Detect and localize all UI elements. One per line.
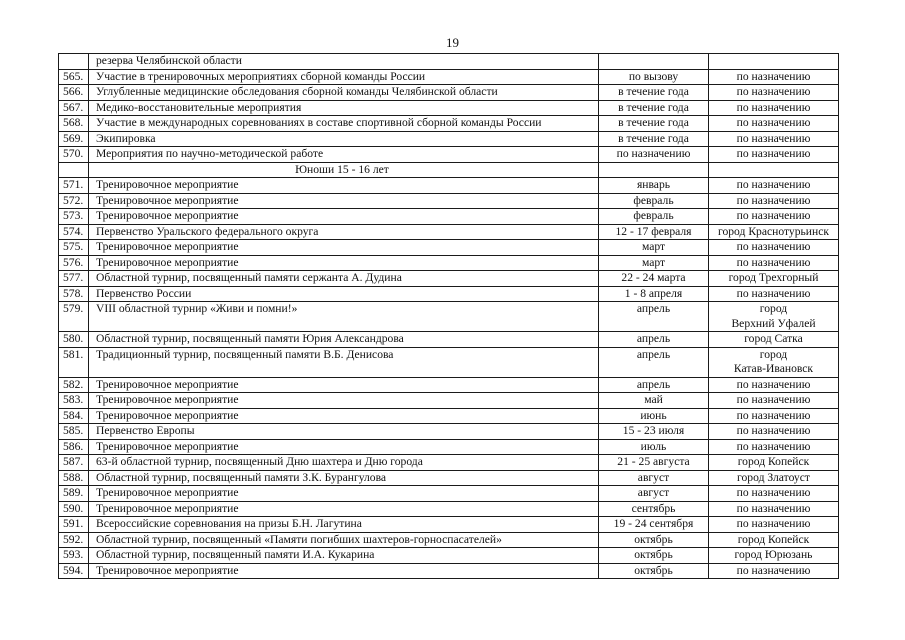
row-number: 580. — [59, 332, 89, 348]
event-place: по назначению — [709, 501, 839, 517]
event-place — [709, 54, 839, 70]
event-place: по назначению — [709, 240, 839, 256]
row-number: 589. — [59, 486, 89, 502]
event-date: 22 - 24 марта — [599, 271, 709, 287]
event-date: октябрь — [599, 532, 709, 548]
table-row — [59, 131, 839, 147]
event-place-line: город — [759, 302, 788, 315]
event-name: Тренировочное мероприятие — [89, 178, 599, 194]
event-place: город Копейск — [709, 455, 839, 471]
event-date: февраль — [599, 193, 709, 209]
event-name: Тренировочное мероприятие — [89, 486, 599, 502]
event-name: Тренировочное мероприятие — [89, 501, 599, 517]
page-number: 19 — [446, 35, 459, 50]
row-number: 581. — [59, 347, 89, 377]
event-date: август — [599, 486, 709, 502]
table-row — [59, 116, 839, 132]
event-place: по назначению — [709, 255, 839, 271]
event-date: в течение года — [599, 131, 709, 147]
row-number: 584. — [59, 408, 89, 424]
event-name: VIII областной турнир «Живи и помни!» — [89, 302, 599, 332]
table-row — [59, 193, 839, 209]
table-row — [59, 286, 839, 302]
row-number — [59, 54, 89, 70]
event-place: по назначению — [709, 178, 839, 194]
table-row — [59, 240, 839, 256]
event-name: Традиционный турнир, посвященный памяти В.Б. Денисова — [89, 347, 599, 377]
row-number: 573. — [59, 209, 89, 225]
table-row — [59, 532, 839, 548]
event-name: 63-й областной турнир, посвященный Дню шахтера и Дню города — [89, 455, 599, 471]
event-name: Мероприятия по научно-методической работе — [89, 147, 599, 163]
event-place: город Юрюзань — [709, 548, 839, 564]
event-name: Первенство России — [89, 286, 599, 302]
table-row — [59, 377, 839, 393]
row-number: 585. — [59, 424, 89, 440]
event-place — [709, 302, 839, 332]
event-name: Тренировочное мероприятие — [89, 439, 599, 455]
row-number: 579. — [59, 302, 89, 332]
event-name: Тренировочное мероприятие — [89, 209, 599, 225]
event-name: Всероссийские соревнования на призы Б.Н. Лагутина — [89, 517, 599, 533]
table-row — [59, 332, 839, 348]
event-name: Экипировка — [89, 131, 599, 147]
row-number: 566. — [59, 85, 89, 101]
event-place: по назначению — [709, 517, 839, 533]
row-number: 576. — [59, 255, 89, 271]
event-place: по назначению — [709, 193, 839, 209]
table-row — [59, 517, 839, 533]
event-place-line: Верхний Уфалей — [731, 316, 816, 330]
event-date: в течение года — [599, 100, 709, 116]
event-date: февраль — [599, 209, 709, 225]
event-date: март — [599, 255, 709, 271]
section-row — [59, 162, 839, 178]
event-place: по назначению — [709, 393, 839, 409]
table-row — [59, 209, 839, 225]
table-row — [59, 347, 839, 377]
row-number: 569. — [59, 131, 89, 147]
event-name: Тренировочное мероприятие — [89, 193, 599, 209]
row-number: 572. — [59, 193, 89, 209]
event-place: по назначению — [709, 85, 839, 101]
event-date: октябрь — [599, 563, 709, 579]
event-date: 15 - 23 июля — [599, 424, 709, 440]
event-date: апрель — [599, 377, 709, 393]
row-number: 588. — [59, 470, 89, 486]
event-name: Тренировочное мероприятие — [89, 255, 599, 271]
event-date: апрель — [599, 302, 709, 332]
event-date: по назначению — [599, 147, 709, 163]
event-date: в течение года — [599, 116, 709, 132]
event-date: по вызову — [599, 69, 709, 85]
table-row — [59, 54, 839, 70]
row-number: 586. — [59, 439, 89, 455]
event-place-line: Катав-Ивановск — [733, 362, 814, 375]
row-number: 571. — [59, 178, 89, 194]
row-number: 591. — [59, 517, 89, 533]
event-date: апрель — [599, 332, 709, 348]
event-name: Областной турнир, посвященный памяти И.А. Кукарина — [89, 548, 599, 564]
table-row — [59, 548, 839, 564]
row-number: 578. — [59, 286, 89, 302]
event-date — [599, 162, 709, 178]
table-row — [59, 100, 839, 116]
table-row — [59, 224, 839, 240]
table-row — [59, 439, 839, 455]
event-place: по назначению — [709, 147, 839, 163]
row-number: 587. — [59, 455, 89, 471]
event-place: по назначению — [709, 69, 839, 85]
event-date: март — [599, 240, 709, 256]
event-name: Тренировочное мероприятие — [89, 377, 599, 393]
event-date: 19 - 24 сентября — [599, 517, 709, 533]
event-name: Тренировочное мероприятие — [89, 563, 599, 579]
event-date — [599, 54, 709, 70]
table-row — [59, 85, 839, 101]
event-place: по назначению — [709, 116, 839, 132]
row-number: 593. — [59, 548, 89, 564]
table-row — [59, 424, 839, 440]
event-place: по назначению — [709, 486, 839, 502]
event-place: по назначению — [709, 563, 839, 579]
event-name: резерва Челябинской области — [89, 54, 599, 70]
event-date: май — [599, 393, 709, 409]
event-place: город Златоуст — [709, 470, 839, 486]
event-name: Областной турнир, посвященный памяти З.К. Бурангулова — [89, 470, 599, 486]
event-date: 1 - 8 апреля — [599, 286, 709, 302]
event-place: город Трехгорный — [709, 271, 839, 287]
events-table — [58, 53, 839, 579]
row-number: 567. — [59, 100, 89, 116]
table-row — [59, 455, 839, 471]
event-name: Областной турнир, посвященный «Памяти погибших шахтеров-горноспасателей» — [89, 532, 599, 548]
event-place — [709, 347, 839, 377]
row-number: 574. — [59, 224, 89, 240]
event-place: город Краснотурьинск — [709, 224, 839, 240]
table-row — [59, 302, 839, 332]
event-name: Тренировочное мероприятие — [89, 408, 599, 424]
table-row — [59, 408, 839, 424]
event-date: июль — [599, 439, 709, 455]
table-row — [59, 486, 839, 502]
table-row — [59, 147, 839, 163]
row-number: 582. — [59, 377, 89, 393]
event-name: Участие в тренировочных мероприятиях сборной команды России — [89, 69, 599, 85]
event-date: апрель — [599, 347, 709, 377]
row-number — [59, 162, 89, 178]
row-number: 594. — [59, 563, 89, 579]
event-place: по назначению — [709, 408, 839, 424]
event-name: Областной турнир, посвященный памяти Юрия Александрова — [89, 332, 599, 348]
row-number: 590. — [59, 501, 89, 517]
event-place: по назначению — [709, 439, 839, 455]
event-date: январь — [599, 178, 709, 194]
section-title: Юноши 15 - 16 лет — [89, 162, 599, 178]
table-row — [59, 271, 839, 287]
event-name: Углубленные медицинские обследования сборной команды Челябинской области — [89, 85, 599, 101]
event-place: город Сатка — [709, 332, 839, 348]
event-place — [709, 162, 839, 178]
event-place: по назначению — [709, 286, 839, 302]
table-row — [59, 69, 839, 85]
event-name: Медико-восстановительные мероприятия — [89, 100, 599, 116]
table-row — [59, 501, 839, 517]
event-date: 12 - 17 февраля — [599, 224, 709, 240]
event-name: Тренировочное мероприятие — [89, 240, 599, 256]
row-number: 570. — [59, 147, 89, 163]
row-number: 577. — [59, 271, 89, 287]
event-place-line: город — [759, 347, 788, 361]
event-place: по назначению — [709, 424, 839, 440]
event-name: Тренировочное мероприятие — [89, 393, 599, 409]
event-date: 21 - 25 августа — [599, 455, 709, 471]
event-name: Участие в международных соревнованиях в составе спортивной сборной команды России — [89, 116, 599, 132]
table-row — [59, 178, 839, 194]
row-number: 575. — [59, 240, 89, 256]
event-date: июнь — [599, 408, 709, 424]
event-name: Областной турнир, посвященный памяти сержанта А. Дудина — [89, 271, 599, 287]
event-date: в течение года — [599, 85, 709, 101]
table-row — [59, 255, 839, 271]
event-date: сентябрь — [599, 501, 709, 517]
event-place: по назначению — [709, 131, 839, 147]
event-place: по назначению — [709, 209, 839, 225]
table-row — [59, 563, 839, 579]
table-row — [59, 393, 839, 409]
row-number: 592. — [59, 532, 89, 548]
event-date: октябрь — [599, 548, 709, 564]
row-number: 568. — [59, 116, 89, 132]
event-place: по назначению — [709, 100, 839, 116]
row-number: 583. — [59, 393, 89, 409]
event-name: Первенство Европы — [89, 424, 599, 440]
event-name: Первенство Уральского федерального округа — [89, 224, 599, 240]
table-row — [59, 470, 839, 486]
row-number: 565. — [59, 69, 89, 85]
event-date: август — [599, 470, 709, 486]
event-place: по назначению — [709, 377, 839, 393]
event-place: город Копейск — [709, 532, 839, 548]
